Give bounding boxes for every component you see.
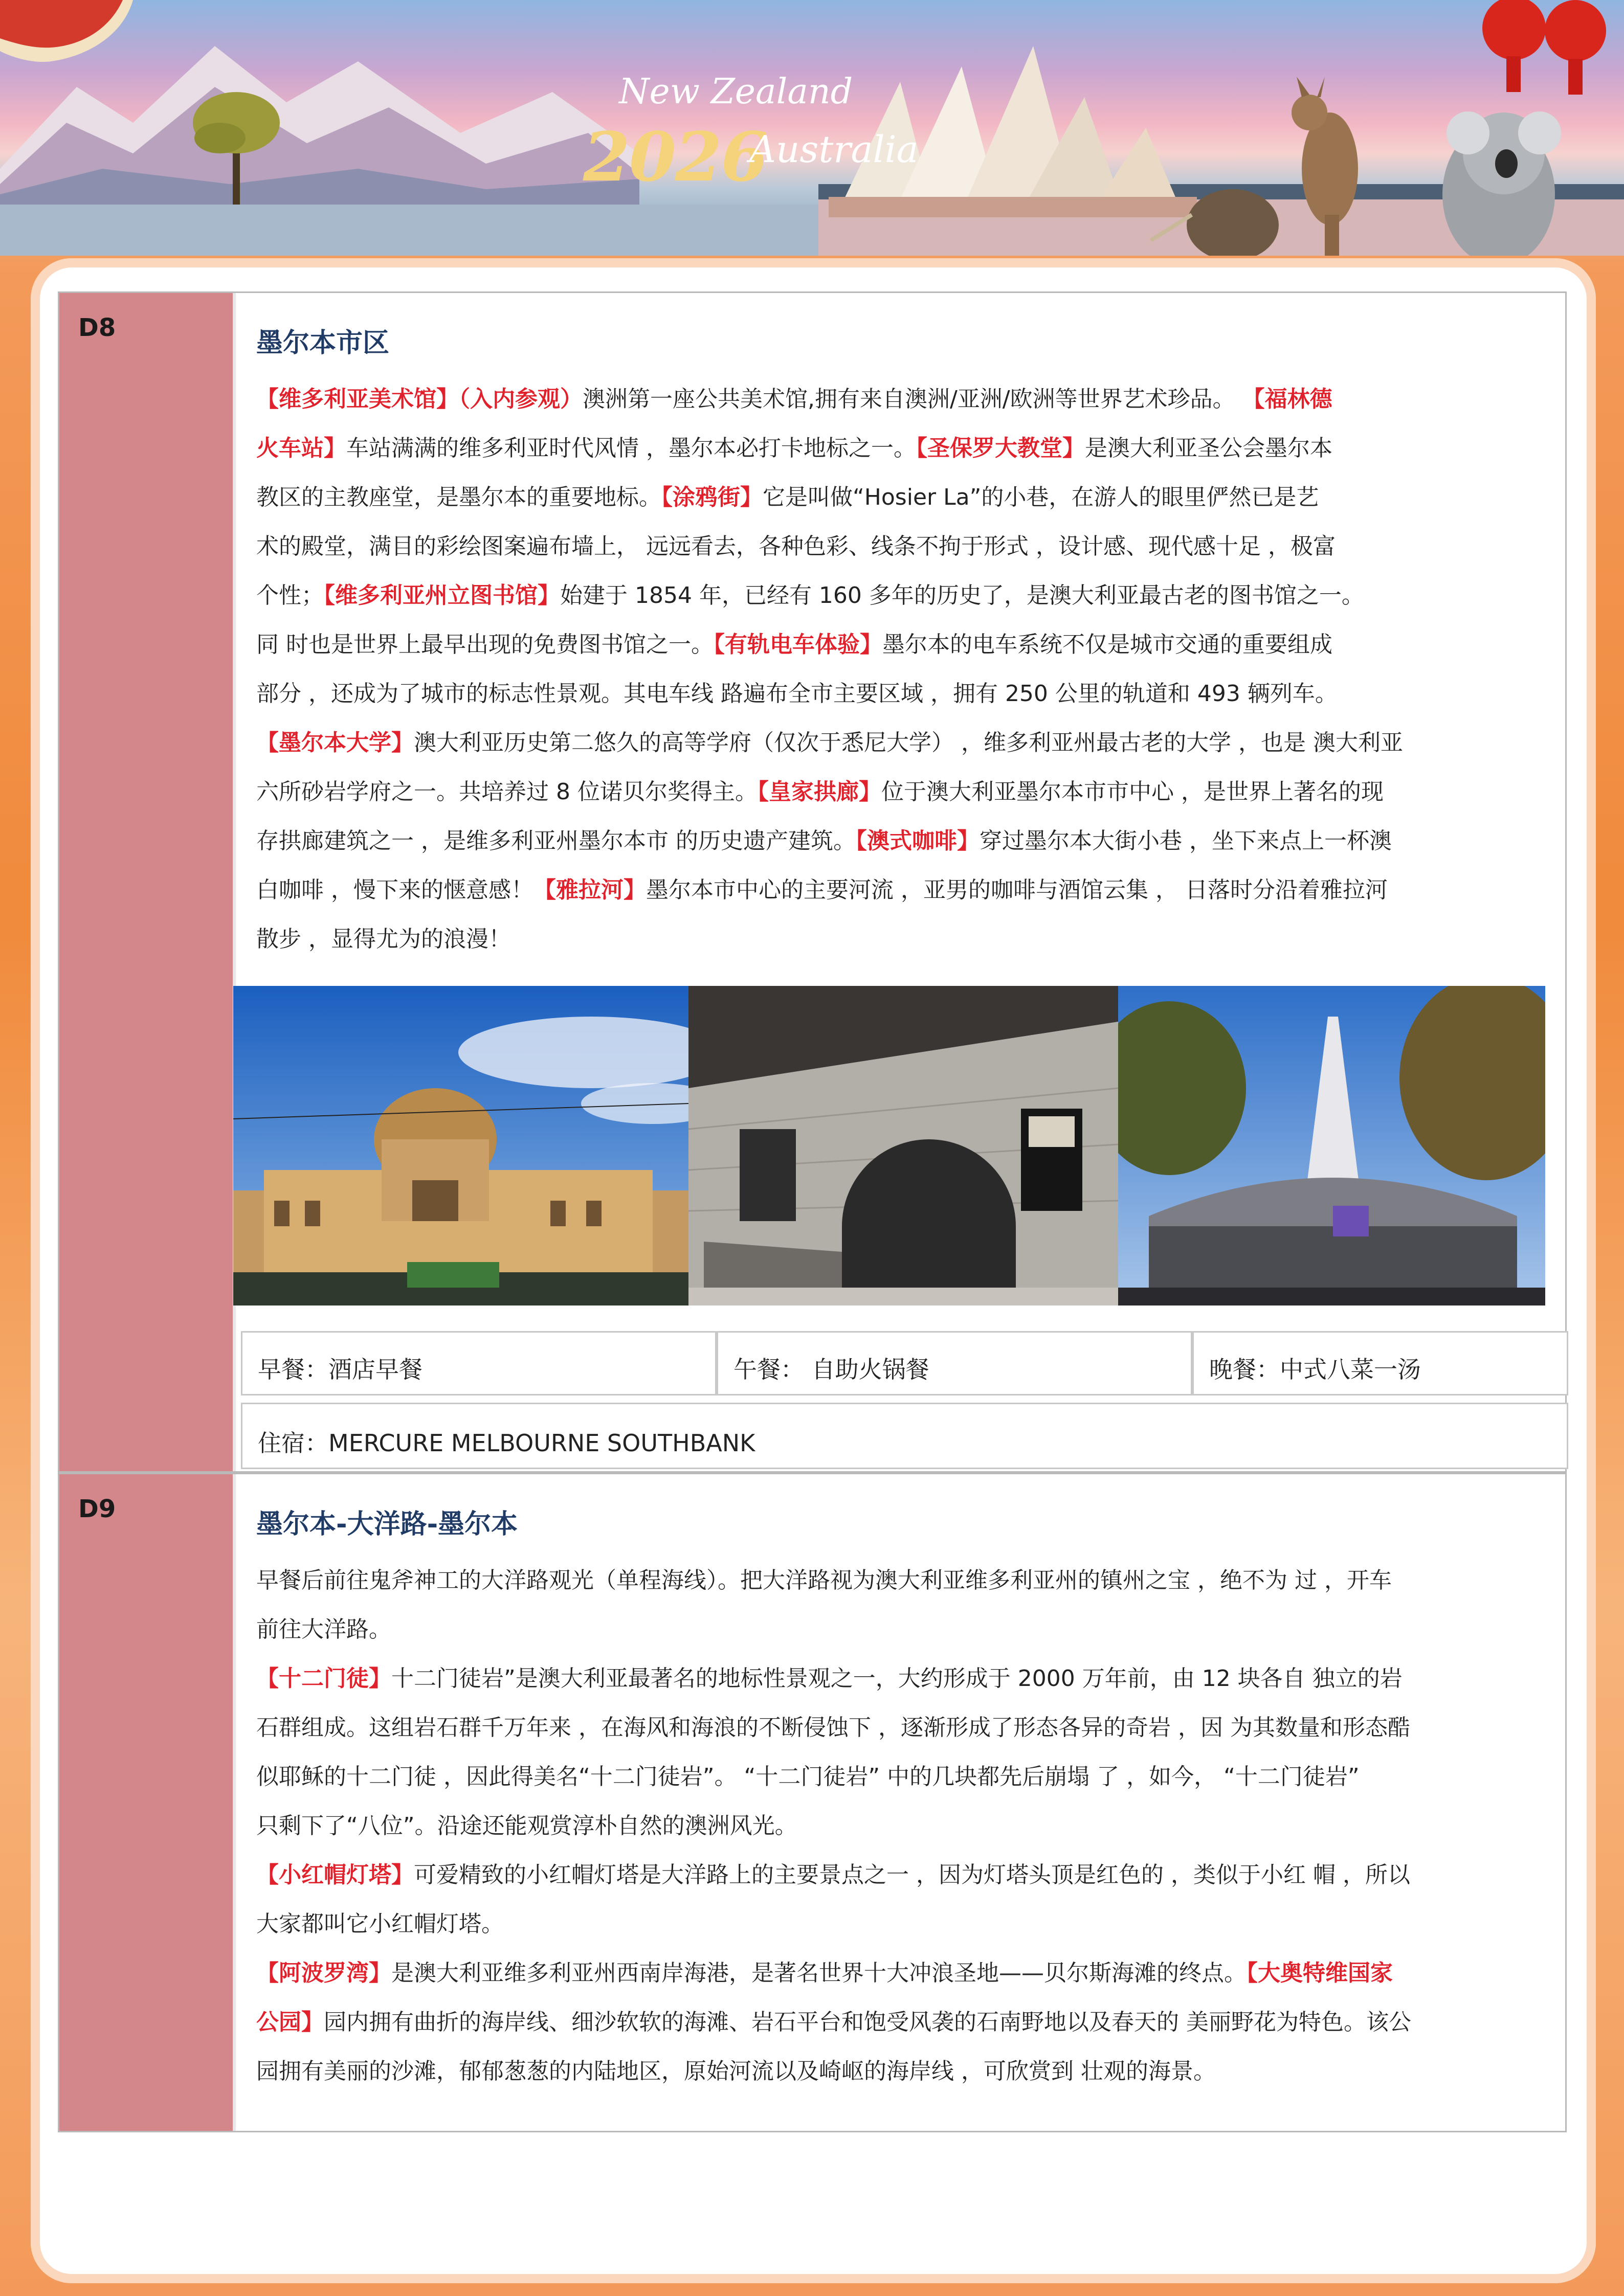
description-line: [256, 1802, 1545, 1851]
description-line: [256, 571, 1545, 620]
description-line: [256, 522, 1545, 571]
body-text: 教区的主教座堂，是墨尔本的重要地标。: [256, 484, 661, 510]
description-line: [256, 866, 1545, 915]
description-line: [256, 718, 1545, 768]
description-line: [256, 817, 1545, 866]
body-text: 穿过墨尔本大街小巷 ，坐下来点上一杯澳: [979, 828, 1392, 854]
photo-arts-centre: [1118, 986, 1545, 1305]
highlight-text: 火车站】: [256, 435, 346, 461]
day-title: 墨尔本-大洋路-墨尔本: [256, 1509, 518, 1540]
body-text: 散步 ，显得尤为的浪漫！: [256, 926, 511, 952]
day-content: [241, 1474, 1565, 2131]
highlight-text: 【大奥特维国家: [1247, 1960, 1393, 1986]
day-title: 墨尔本市区: [256, 328, 390, 358]
highlight-text: 【阿波罗湾】: [256, 1960, 391, 1986]
highlight-text: 公园】: [256, 2009, 324, 2035]
body-text: 术的殿堂，满目的彩绘图案遍布墙上， 远远看去，各种色彩、线条不拘于形式 ，设计感、现代感十足 ，极富: [256, 533, 1336, 559]
highlight-text: 【小红帽灯塔】: [256, 1862, 414, 1888]
logo-year: 2026: [583, 118, 767, 197]
body-text: 大家都叫它小红帽灯塔。: [256, 1911, 504, 1937]
highlight-text: 【福林德: [1242, 386, 1332, 412]
body-text: 可爱精致的小红帽灯塔是大洋路上的主要景点之一 ，因为灯塔头顶是红色的 ，类似于小红 帽 ，所以: [414, 1862, 1410, 1888]
day-description: [256, 375, 1545, 964]
description-line: [256, 620, 1545, 669]
body-text: 六所砂岩学府之一。共培养过 8 位诺贝尔奖得主。: [256, 779, 758, 805]
dinner-text: 晚餐：中式八菜一汤: [1209, 1356, 1421, 1383]
description-line: [256, 1605, 1545, 1654]
day-description: [256, 1556, 1545, 2096]
photo-flinders-station: [233, 986, 688, 1305]
body-text: 石群组成。这组岩石群千万年来 ，在海风和海浪的不断侵蚀下 ，逐渐形成了形态各异的奇岩 ，因 为其数量和形态酷: [256, 1715, 1410, 1741]
hotel-text: 住宿：MERCURE MELBOURNE SOUTHBANK: [258, 1429, 755, 1457]
highlight-text: 【十二门徒】: [256, 1665, 391, 1692]
day-label: D9: [78, 1495, 116, 1523]
body-text: 存拱廊建筑之一 ，是维多利亚州墨尔本市 的历史遗产建筑。: [256, 828, 856, 854]
trip-logo: [583, 66, 951, 199]
day-row-d8: [58, 291, 1567, 1473]
highlight-text: 【雅拉河】: [533, 877, 646, 903]
body-text: 位于澳大利亚墨尔本市市中心 ，是世界上著名的现: [881, 779, 1384, 805]
highlight-text: 【有轨电车体验】: [714, 632, 882, 658]
highlight-text: 【圣保罗大教堂】: [916, 435, 1085, 461]
body-text: 澳大利亚历史第二悠久的高等学府（仅次于悉尼大学） ，维多利亚州最古老的大学 ，也是 澳大利亚: [414, 730, 1403, 756]
highlight-text: 【维多利亚美术馆】（入内参观）: [256, 386, 583, 412]
body-text: 它是叫做“Hosier La”的小巷，在游人的眼里俨然已是艺: [763, 484, 1319, 510]
highlight-text: 【墨尔本大学】: [256, 730, 414, 756]
body-text: 个性；: [256, 582, 324, 609]
highlight-text: 【澳式咖啡】: [855, 828, 980, 854]
body-text: 是澳大利亚圣公会墨尔本: [1084, 435, 1332, 461]
meal-dinner: [1192, 1331, 1568, 1395]
description-line: [256, 1703, 1545, 1752]
body-text: 部分 ，还成为了城市的标志性景观。其电车线 路遍布全市主要区域 ，拥有 250 公里的轨道和 493 辆列车。: [256, 681, 1338, 707]
description-line: [256, 768, 1545, 817]
breakfast-text: 早餐：酒店早餐: [258, 1356, 422, 1383]
body-text: 是澳大利亚维多利亚州西南岸海港，是著名世界十大冲浪圣地——贝尔斯海滩的终点。: [391, 1960, 1247, 1986]
day-content: [241, 293, 1565, 1471]
body-text: 车站满满的维多利亚时代风情 ，墨尔本必打卡地标之一。: [346, 435, 916, 461]
description-line: [256, 669, 1545, 718]
body-text: 墨尔本市中心的主要河流 ，亚男的咖啡与酒馆云集 ， 日落时分沿着雅拉河: [646, 877, 1388, 903]
lunch-text: 午餐： 自助火锅餐: [733, 1356, 929, 1383]
description-line: [256, 1949, 1545, 1998]
meal-breakfast: [241, 1331, 717, 1395]
description-line: [256, 424, 1545, 473]
body-text: 只剩下了“八位”。沿途还能观赏淳朴自然的澳洲风光。: [256, 1813, 797, 1839]
header-banner: [0, 0, 1624, 256]
description-line: [256, 915, 1545, 964]
body-text: 同 时也是世界上最早出现的免费图书馆之一。: [256, 632, 714, 658]
day-row-d9: [58, 1473, 1567, 2132]
body-text: 白咖啡 ，慢下来的惬意感！: [256, 877, 533, 903]
logo-line-1: New Zealand: [619, 72, 853, 112]
description-line: [256, 375, 1545, 424]
description-line: [256, 2047, 1545, 2096]
logo-line-3: Australia: [749, 128, 919, 171]
description-line: [256, 1851, 1545, 1900]
body-text: 墨尔本的电车系统不仅是城市交通的重要组成: [882, 632, 1332, 658]
meal-lunch: [717, 1331, 1192, 1395]
highlight-text: 【涂鸦街】: [661, 484, 763, 510]
body-text: 早餐后前往鬼斧神工的大洋路观光（单程海线）。把大洋路视为澳大利亚维多利亚州的镇州之宝 ，绝不为 过 ，开车: [256, 1567, 1392, 1593]
description-line: [256, 473, 1545, 522]
highlight-text: 【维多利亚州立图书馆】: [324, 582, 560, 609]
body-text: 澳洲第一座公共美术馆,拥有来自澳洲/亚洲/欧洲等世界艺术珍品。: [583, 386, 1242, 412]
body-text: 前往大洋路。: [256, 1616, 391, 1642]
body-text: 始建于 1854 年，已经有 160 多年的历史了，是澳大利亚最古老的图书馆之一。: [560, 582, 1364, 609]
body-text: 园拥有美丽的沙滩，郁郁葱葱的内陆地区，原始河流以及崎岖的海岸线 ，可欣赏到 壮观的海景。: [256, 2058, 1216, 2084]
highlight-text: 【皇家拱廊】: [757, 779, 881, 805]
description-line: [256, 1998, 1545, 2047]
hotel-row: [241, 1403, 1568, 1469]
body-text: 园内拥有曲折的海岸线、细沙软软的海滩、岩石平台和饱受风袭的石南野地以及春天的 美丽野花为特色。该公: [324, 2009, 1411, 2035]
description-line: [256, 1654, 1545, 1703]
body-text: 十二门徒岩”是澳大利亚最著名的地标性景观之一，大约形成于 2000 万年前，由 12 块各自 独立的岩: [391, 1665, 1403, 1692]
description-line: [256, 1752, 1545, 1802]
description-line: [256, 1556, 1545, 1605]
day-label: D8: [78, 313, 116, 342]
description-line: [256, 1900, 1545, 1949]
body-text: 似耶稣的十二门徒 ，因此得美名“十二门徒岩”。 “十二门徒岩” 中的几块都先后崩塌 了 ，如今， “十二门徒岩”: [256, 1764, 1360, 1790]
day-label-cell: [59, 293, 236, 1471]
photo-art-gallery: [688, 986, 1118, 1305]
day-label-cell: [59, 1474, 236, 2131]
